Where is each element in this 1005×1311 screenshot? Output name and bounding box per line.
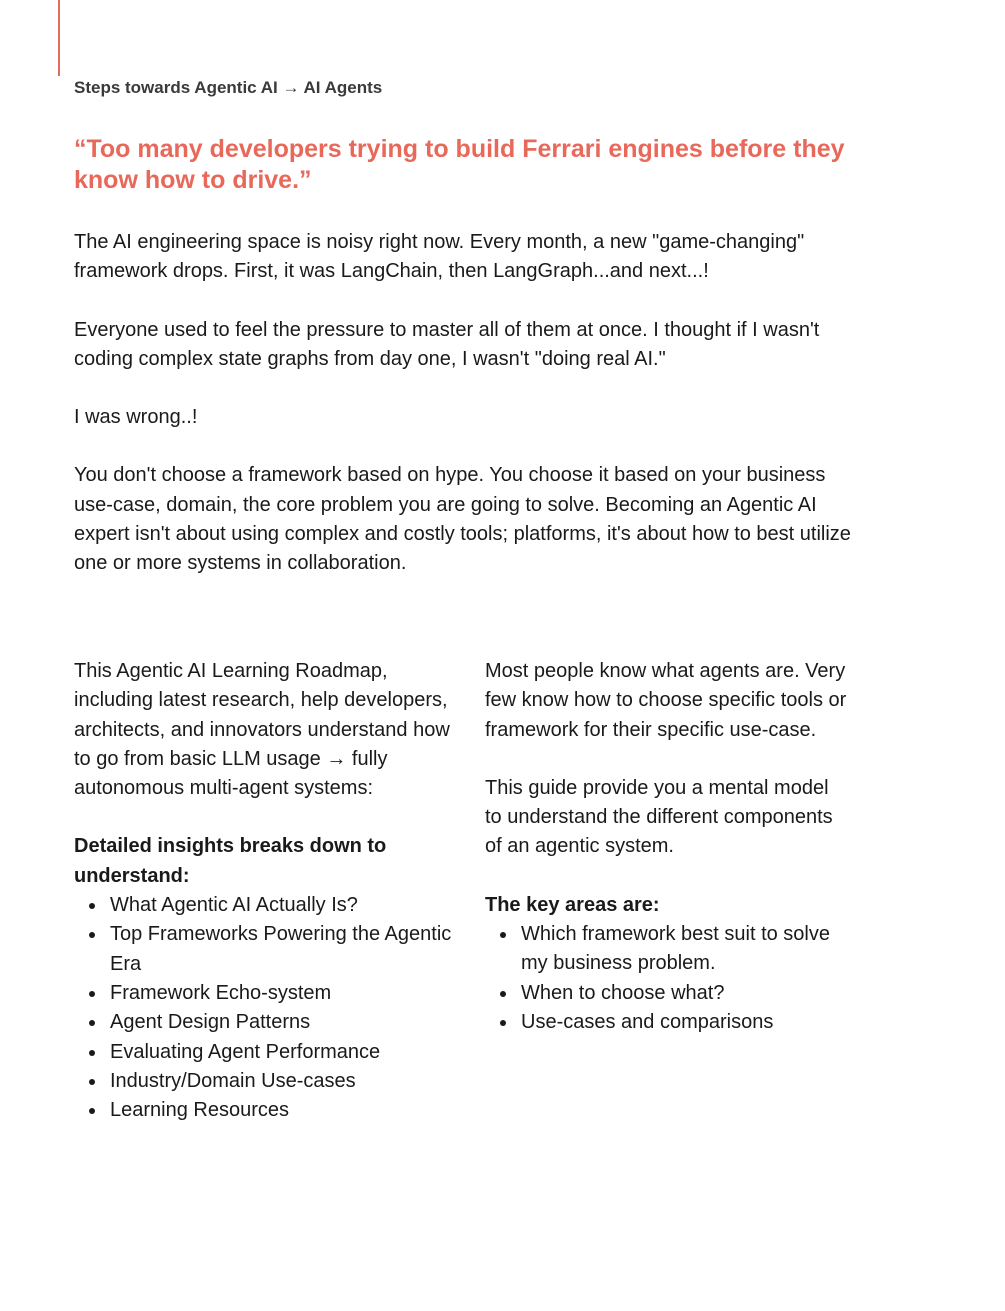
list-item: Agent Design Patterns: [110, 1008, 464, 1037]
key-areas-heading: The key areas are:: [485, 893, 660, 916]
left-column: [74, 657, 464, 1125]
list-item: When to choose what?: [521, 979, 850, 1008]
agents-paragraph: Most people know what agents are. Very few know how to choose specific tools or framework for their specific use-case.: [485, 660, 847, 741]
roadmap-paragraph: This Agentic AI Learning Roadmap, including latest research, help developers, architects, and innovators understand how to go from basic LLM usage → fully autonomous multi-agent systems:: [74, 660, 450, 800]
list-item: What Agentic AI Actually Is?: [110, 891, 464, 920]
intro-paragraph: I was wrong..!: [74, 406, 198, 429]
list-item: Learning Resources: [110, 1096, 464, 1125]
insights-list: [74, 891, 464, 1125]
pull-quote: “Too many developers trying to build Ferrari engines before they know how to drive.”: [74, 135, 845, 194]
breadcrumb: Steps towards Agentic AI → AI Agents: [74, 78, 383, 97]
guide-paragraph: This guide provide you a mental model to understand the different components of an agentic system.: [485, 776, 833, 858]
intro-paragraph: The AI engineering space is noisy right now. Every month, a new "game-changing" framework drops. First, it was LangChain, then LangGraph...and next...!: [74, 231, 805, 283]
right-column: [485, 657, 850, 1037]
accent-line: [58, 0, 60, 76]
list-item: Which framework best suit to solve my business problem.: [521, 920, 850, 979]
list-item: Industry/Domain Use-cases: [110, 1067, 464, 1096]
intro-section: [74, 228, 864, 608]
insights-heading: Detailed insights breaks down to understand:: [74, 835, 387, 887]
list-item: Framework Echo-system: [110, 979, 464, 1008]
list-item: Evaluating Agent Performance: [110, 1038, 464, 1067]
intro-paragraph: Everyone used to feel the pressure to master all of them at once. I thought if I wasn't coding complex state graphs from day one, I wasn't "doing real AI.": [74, 318, 820, 370]
list-item: Top Frameworks Powering the Agentic Era: [110, 920, 464, 979]
key-areas-list: [485, 920, 850, 1037]
list-item: Use-cases and comparisons: [521, 1008, 850, 1037]
intro-paragraph: You don't choose a framework based on hype. You choose it based on your business use-case, domain, the core problem you are going to solve. Becoming an Agentic AI expert isn't about using complex and costly tools; platforms, it's about how to best utilize one or more systems in collaboration.: [74, 464, 851, 575]
